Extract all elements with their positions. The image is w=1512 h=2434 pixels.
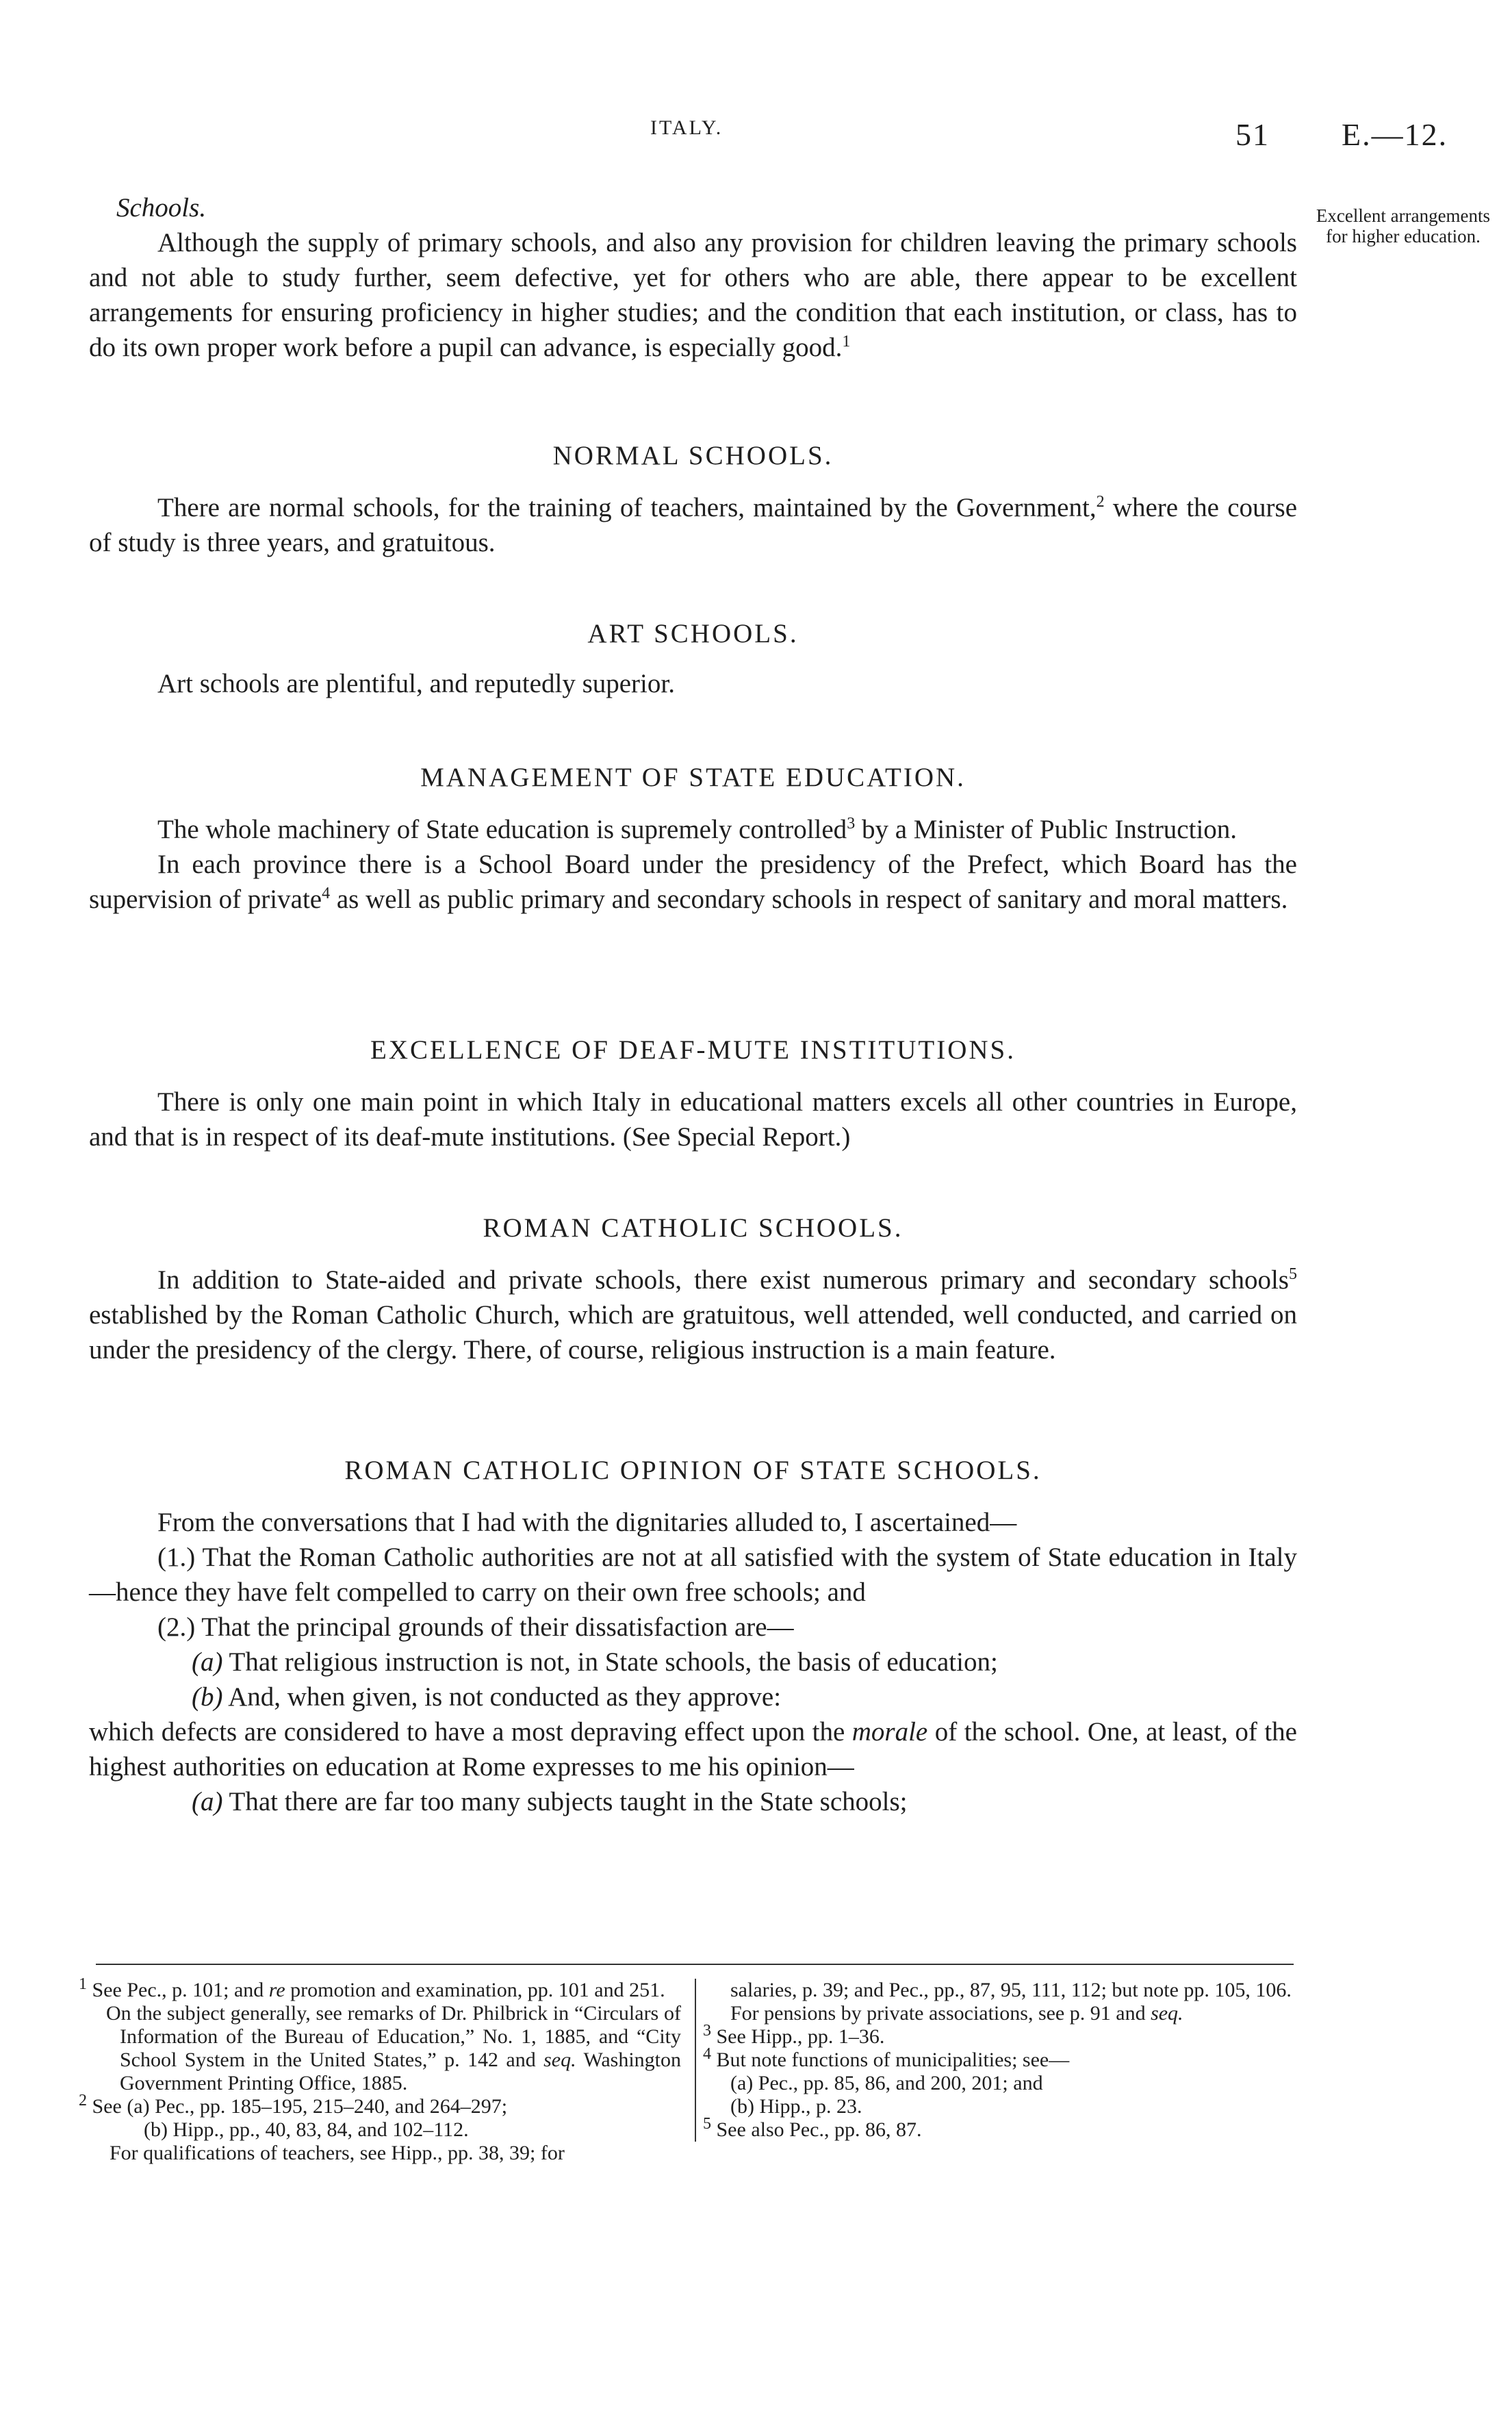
normal-schools-section [89, 438, 1297, 560]
opinion-intro: From the conversations that I had with the dignitaries alluded to, I ascertained— [157, 1508, 1017, 1537]
management-section [89, 760, 1297, 917]
deaf-mute-section [89, 1032, 1297, 1154]
opinion-point-2a: (a) That religious instruction is not, in State schools, the basis of education; [192, 1647, 998, 1677]
management-heading: MANAGEMENT OF STATE EDUCATION. [420, 763, 966, 792]
deaf-mute-heading: EXCELLENCE OF DEAF-MUTE INSTITUTIONS. [370, 1035, 1016, 1065]
footnote-3: $^3$ See Hipp., pp. 1–36. [703, 2022, 885, 2048]
roman-catholic-schools-paragraph: In addition to State-aided and private schools, there exist numerous primary and secondary schools$^5$ established by the Roman Catholic Church, which are gratuitous, well attended, well conducted, and carried on under the presidency of the clergy. There, of course, religious instruction is a main feature. [89, 1265, 1297, 1365]
footnote-5: $^5$ See also Pec., pp. 86, 87. [703, 2115, 922, 2141]
art-schools-paragraph: Art schools are plentiful, and reputedly superior. [157, 669, 675, 698]
deaf-mute-paragraph: There is only one main point in which Italy in educational matters excels all other countries in Europe, and that is in respect of its deaf-mute institutions. (See Special Report.) [89, 1087, 1297, 1152]
opinion-continuation: which defects are considered to have a most depraving effect upon the morale of the school. One, at least, of the highest authorities on education at Rome expresses to me his opinion— [89, 1717, 1297, 1782]
footnote-2: $^2$ See (a) Pec., pp. 185–195, 215–240, and 264–297; [79, 2092, 508, 2118]
opinion-section [89, 1453, 1297, 1819]
normal-schools-paragraph: There are normal schools, for the training of teachers, maintained by the Government,$^2$ where the course of study is three years, and gratuitous. [89, 493, 1297, 557]
art-schools-section [89, 616, 1297, 701]
footnote-4: $^4$ But note functions of municipalities; see— [703, 2045, 1070, 2071]
opinion-point-3a: (a) That there are far too many subjects taught in the State schools; [192, 1787, 908, 1816]
footnotes-left-column [79, 1975, 682, 2165]
management-paragraph-1: The whole machinery of State education is supremely controlled$^3$ by a Minister of Public Instruction. [157, 815, 1238, 844]
footnote-2-pensions: For pensions by private associations, see p. 91 and seq. [730, 2002, 1183, 2025]
footnote-2-c: For qualifications of teachers, see Hipp., pp. 38, 39; for [110, 2142, 565, 2164]
page-number: 51 [1235, 117, 1270, 152]
schools-paragraph: Although the supply of primary schools, and also any provision for children leaving the primary schools and not able to study further, seem defective, yet for others who are able, there appear to be excellent arrangements for ensuring proficiency in higher studies; and the condition that each institution, or class, has to do its own proper work before a pupil can advance, is especially good.$^1$ [89, 228, 1297, 362]
footnotes-right-column [695, 1979, 1305, 2142]
opinion-point-1: (1.) That the Roman Catholic authorities are not at all satisfied with the system of State education in Italy—hence they have felt compelled to carry on their own free schools; and [89, 1543, 1297, 1607]
footnote-2-b: (b) Hipp., pp., 40, 83, 84, and 102–112. [144, 2118, 469, 2141]
normal-schools-heading: NORMAL SCHOOLS. [552, 441, 834, 470]
opinion-point-2b: (b) And, when given, is not conducted as they approve: [192, 1682, 782, 1712]
footnote-1: $^1$ See Pec., p. 101; and re promotion and examination, pp. 101 and 251. [79, 1975, 665, 2001]
footnote-4-b: (b) Hipp., p. 23. [730, 2095, 862, 2118]
roman-catholic-schools-section [89, 1210, 1297, 1367]
document-code: E.—12. [1342, 117, 1448, 152]
footnote-2-continued: salaries, p. 39; and Pec., pp., 87, 95, 111, 112; but note pp. 105, 106. [730, 1979, 1292, 2001]
opinion-heading: ROMAN CATHOLIC OPINION OF STATE SCHOOLS. [344, 1456, 1042, 1485]
art-schools-heading: ART SCHOOLS. [587, 619, 799, 648]
schools-section [89, 190, 1297, 365]
footnote-1-continued: On the subject generally, see remarks of Dr. Philbrick in “Circulars of Information of the Bureau of Education,” No. 1, 1885, and “City School System in the United States,” p. 142 and seq. Washington Government Printing Office, 1885. [106, 2002, 682, 2094]
running-title: ITALY. [650, 116, 723, 139]
footnote-4-a: (a) Pec., pp. 85, 86, and 200, 201; and [730, 2072, 1043, 2094]
roman-catholic-schools-heading: ROMAN CATHOLIC SCHOOLS. [483, 1213, 904, 1243]
footnote-divider [96, 1964, 1294, 1965]
management-paragraph-2: In each province there is a School Board under the presidency of the Prefect, which Board has the supervision of private$^4$ as well as public primary and secondary schools in respect of sanitary and moral matters. [89, 850, 1297, 914]
margin-note: Excellent arrangements for higher education. [1316, 205, 1491, 246]
opinion-point-2: (2.) That the principal grounds of their dissatisfaction are— [157, 1612, 794, 1642]
schools-label: Schools. [116, 193, 207, 223]
